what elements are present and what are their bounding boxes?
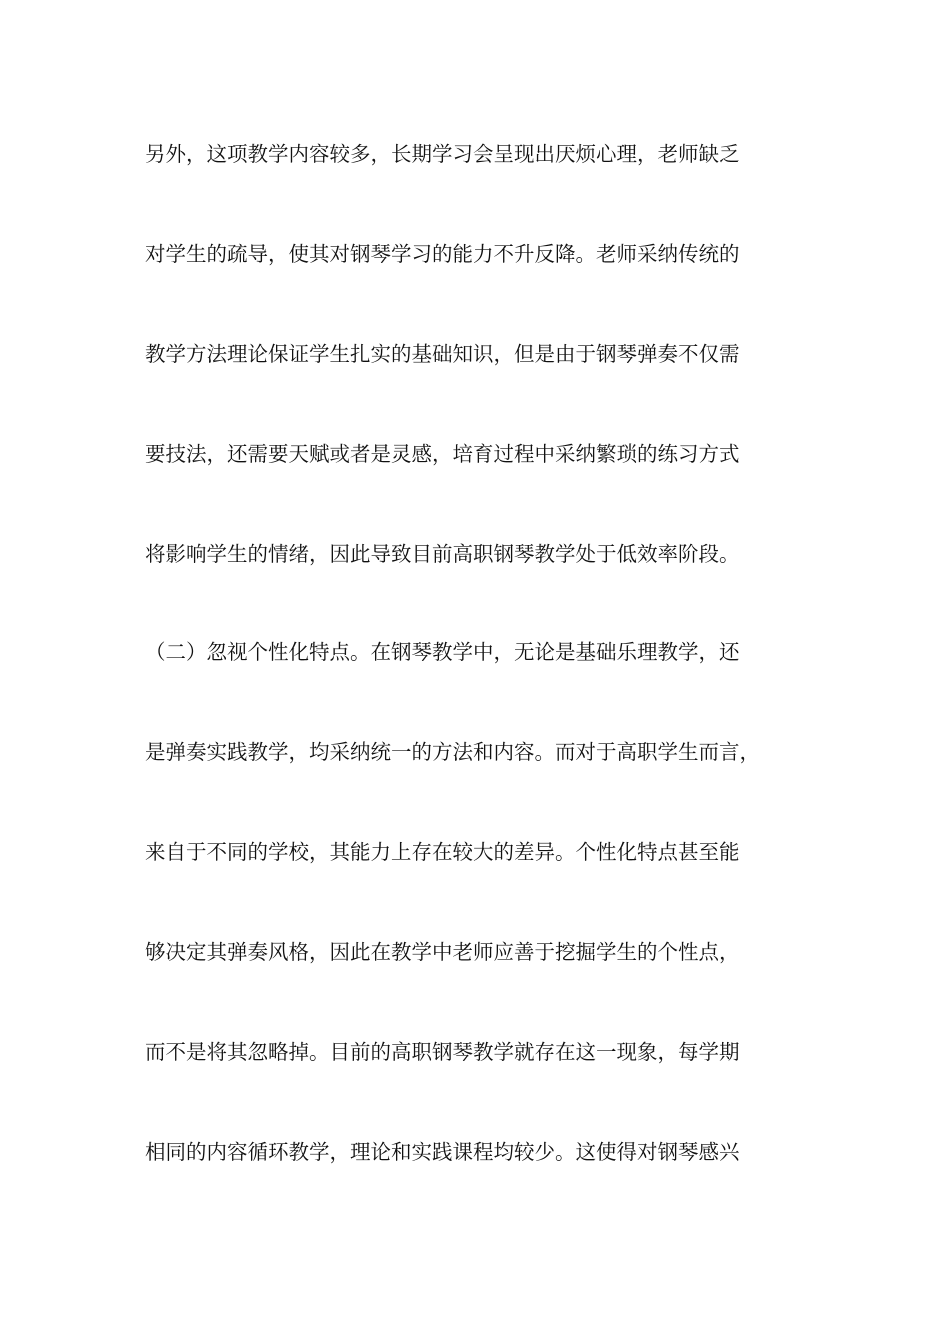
text-line: 而不是将其忽略掉。目前的高职钢琴教学就存在这一现象，每学期 (145, 1040, 740, 1064)
text-line: 将影响学生的情绪，因此导致目前高职钢琴教学处于低效率阶段。 (145, 542, 740, 566)
text-line: 来自于不同的学校，其能力上存在较大的差异。个性化特点甚至能 (145, 840, 740, 864)
text-line: 够决定其弹奏风格，因此在教学中老师应善于挖掘学生的个性点， (145, 940, 740, 964)
text-line: 另外，这项教学内容较多，长期学习会呈现出厌烦心理，老师缺乏 (145, 142, 740, 166)
section-heading-line: （二）忽视个性化特点。在钢琴教学中，无论是基础乐理教学，还 (145, 640, 740, 664)
text-line: 教学方法理论保证学生扎实的基础知识，但是由于钢琴弹奏不仅需 (145, 342, 740, 366)
text-line: 是弹奏实践教学，均采纳统一的方法和内容。而对于高职学生而言， (145, 740, 760, 764)
text-line: 对学生的疏导，使其对钢琴学习的能力不升反降。老师采纳传统的 (145, 242, 740, 266)
text-line: 相同的内容循环教学，理论和实践课程均较少。这使得对钢琴感兴 (145, 1140, 740, 1164)
text-line: 要技法，还需要天赋或者是灵感，培育过程中采纳繁琐的练习方式 (145, 442, 740, 466)
